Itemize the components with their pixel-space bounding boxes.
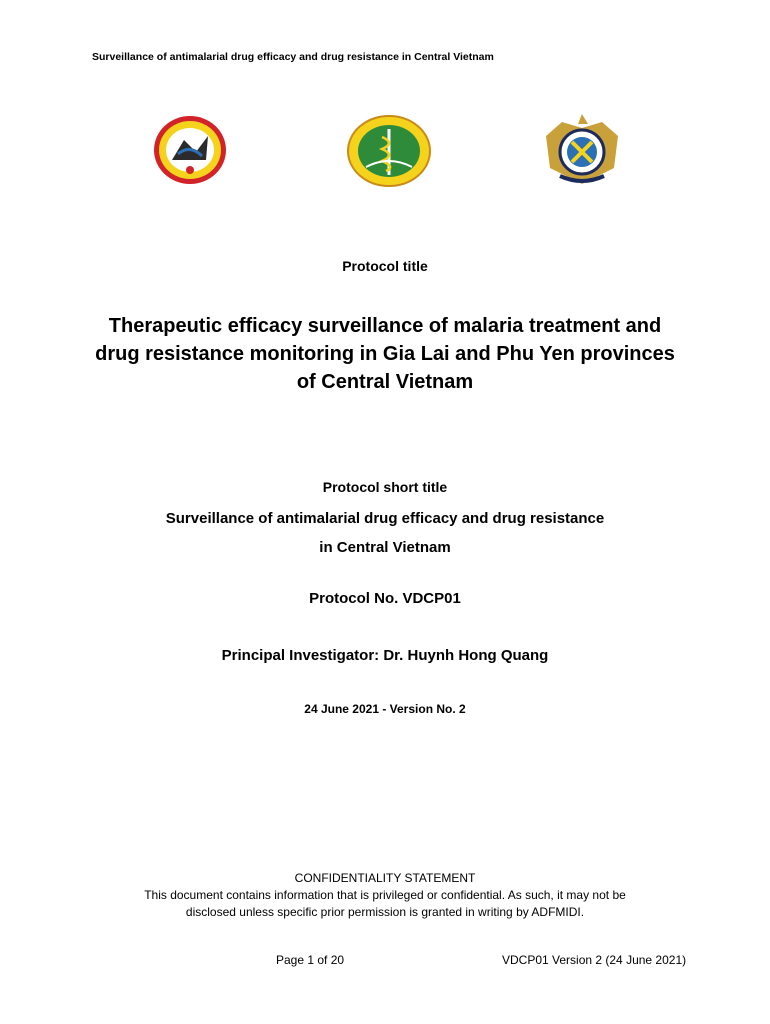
- confidentiality-text: [90, 887, 680, 921]
- confidentiality-heading: CONFIDENTIALITY STATEMENT: [294, 871, 476, 885]
- protocol-short-title-label: Protocol short title: [322, 479, 448, 495]
- confidentiality-line: disclosed unless specific prior permission is granted in writing by ADFMIDI.: [185, 905, 585, 919]
- protocol-title-label: Protocol title: [342, 258, 428, 274]
- middle-ministry-seal-logo: [346, 115, 432, 187]
- short-title-line: Surveillance of antimalarial drug efficacy and drug resistance: [165, 510, 605, 527]
- short-title-line: in Central Vietnam: [319, 539, 451, 556]
- main-title-line: Therapeutic efficacy surveillance of malaria treatment and: [108, 315, 662, 337]
- footer-version: VDCP01 Version 2 (24 June 2021): [502, 953, 687, 967]
- left-institute-seal-logo: [150, 114, 230, 186]
- protocol-number: Protocol No. VDCP01: [309, 590, 461, 607]
- principal-investigator: Principal Investigator: Dr. Huynh Hong Quang: [221, 647, 549, 664]
- protocol-main-title: [60, 312, 710, 396]
- protocol-short-title: [60, 504, 710, 562]
- running-header: Surveillance of antimalarial drug efficacy and drug resistance in Central Vietnam: [92, 51, 494, 63]
- confidentiality-line: This document contains information that is privileged or confidential. As such, it may not be: [144, 888, 626, 902]
- main-title-line: of Central Vietnam: [296, 371, 474, 393]
- right-military-crest-logo: [540, 112, 624, 188]
- footer-page-number: Page 1 of 20: [276, 953, 345, 967]
- main-title-line: drug resistance monitoring in Gia Lai and Phu Yen provinces: [95, 343, 675, 365]
- date-version: 24 June 2021 - Version No. 2: [304, 702, 466, 716]
